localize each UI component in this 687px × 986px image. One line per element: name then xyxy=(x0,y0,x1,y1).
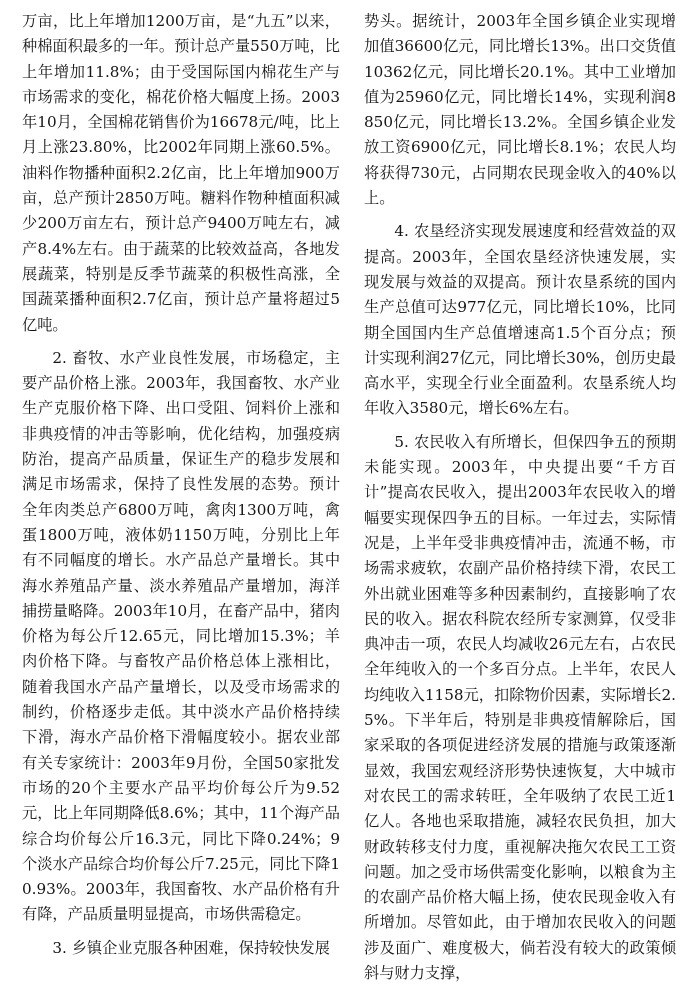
paragraph-cotton-oil-sugar-vegetables: 万亩，比上年增加1200万亩，是“九五”以来，种棉面积最多的一年。预计总产量550万吨，比上年增加11.8%；由于受国际国内棉花生产与市场需求的变化，棉花价格大幅度上扬。2003年10月，全国棉花销售价为16678元/吨，比上月上涨23.80%，比2002年同期上涨60.5%。油料作物播种面积2.2亿亩，比上年增加900万亩，总产预计2850万吨。糖料作物种植面积减少200万亩左右，预计总产9400万吨左右，减产8.4%左右。由于蔬菜的比较效益高，各地发展蔬菜，特别是反季节蔬菜的积极性高涨，全国蔬菜播种面积2.7亿亩，预计总产量将超过5亿吨。 xyxy=(22,12,340,334)
paragraph-township-enterprises-heading: 3. 乡镇企业克服各种困难，保持较快发展 xyxy=(52,938,330,957)
paragraph-farmer-income: 5. 农民收入有所增长，但保四争五的预期未能实现。2003年，中央提出要“千方百计”提高农民收入，提出2003年农民收入的增幅要实现保四争五的目标。一年过去，实际情况是，上半年受非典疫情冲击，流通不畅，市场需求疲软，农副产品价格持续下滑，农民工外出就业困难等多种因素制约，直接影响了农民的收入。据农科院农经所专家测算，仅受非典冲击一项，农民人均减收26元左右，占农民全年纯收入的一个多百分点。上半年，农民人均纯收入1158元，扣除物价因素，实际增长2.5%。下半年后，特别是非典疫情解除后，国家采取的各项促进经济发展的措施与政策逐渐显效，我国宏观经济形势快速恢复，大中城市对农民工的需求转旺，全年吸纳了农民工近1亿人。各地也采取措施，减轻农民负担，加大财政转移支付力度，重视解决拖欠农民工工资问题。加之受市场供需变化影响，以粮食为主的农副产品价格大幅上扬，使农民现金收入有所增加。尽管如此，由于增加农民收入的问题涉及面广、难度极大，倘若没有较大的政策倾斜与财力支撑， xyxy=(364,432,676,982)
right-column xyxy=(364,9,676,986)
paragraph-state-farms: 4. 农垦经济实现发展速度和经营效益的双提高。2003年，全国农垦经济快速发展，实现发展与效益的双提高。预计农垦系统的国内生产总值可达977亿元，同比增长10%，比同期全国国内生产总值增速高1.5个百分点；预计实现利润27亿元，同比增长30%，创历史最高水平，实现全行业全面盈利。农垦系统人均年收入3580元，增长6%左右。 xyxy=(364,222,676,418)
paragraph-township-enterprises-cont: 势头。据统计，2003年全国乡镇企业实现增加值36600亿元，同比增长13%。出口交货值10362亿元，同比增长20.1%。其中工业增加值为25960亿元，同比增长14%，实现利润8850亿元，同比增长13.2%。全国乡镇企业发放工资6900亿元，同比增长8.1%；农民人均将获得730元，占同期农民现金收入的40%以上。 xyxy=(364,12,676,208)
paragraph-livestock-aquatic: 2. 畜牧、水产业良性发展，市场稳定，主要产品价格上涨。2003年，我国畜牧、水产业生产克服价格下降、出口受阻、饲料价上涨和非典疫情的冲击等影响，优化结构，加强疫病防治，提高产品质量，保证生产的稳步发展和满足市场需求，保持了良性发展的态势。预计全年肉类总产6800万吨，禽肉1300万吨，禽蛋1800万吨，液体奶1150万吨，分别比上年有不同幅度的增长。水产品总产量增长。其中海水养殖品产量、淡水养殖品产量增加，海洋捕捞量略降。2003年10月，在畜产品中，猪肉价格为每公斤12.65元，同比增加15.3%；羊肉价格下降。与畜牧产品价格总体上涨相比，随着我国水产品产量增长，以及受市场需求的制约，价格逐步走低。其中淡水产品价格持续下滑，海水产品价格下滑幅度较小。据农业部有关专家统计：2003年9月份，全国50家批发市场的20个主要水产品平均价每公斤为9.52元，比上年同期降低8.6%；其中，11个海产品综合均价每公斤16.3元，同比下降0.24%；9个淡水产品综合均价每公斤7.25元，同比下降10.93%。2003年，我国畜牧、水产品价格有升有降，产品质量明显提高，市场供需稳定。 xyxy=(22,348,340,924)
left-column xyxy=(22,9,340,961)
